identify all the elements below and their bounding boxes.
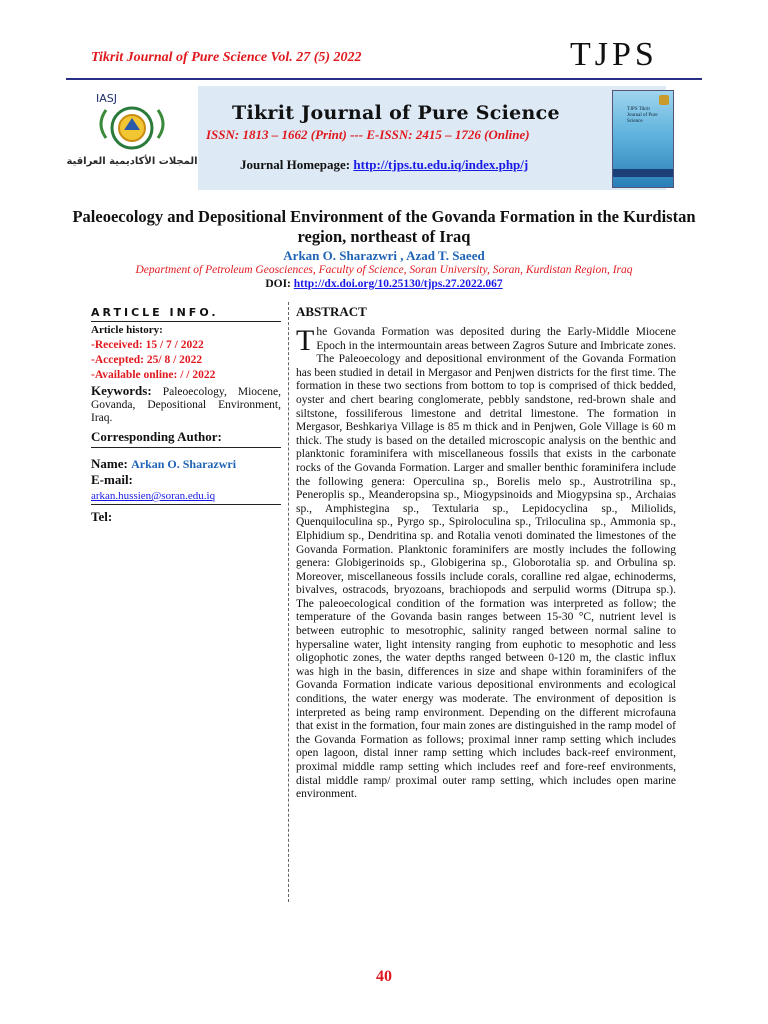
article-info-heading: ARTICLE INFO. bbox=[91, 306, 219, 319]
keywords-block bbox=[91, 384, 281, 425]
iasj-label: IASJ bbox=[96, 92, 117, 105]
cover-band bbox=[613, 169, 673, 177]
header-rule bbox=[66, 78, 702, 80]
email-link[interactable]: arkan.hussien@soran.edu.iq bbox=[91, 490, 281, 505]
author-affiliation: Department of Petroleum Geosciences, Faculty of Science, Soran University, Soran, Kurdistan Region, Iraq bbox=[135, 264, 633, 276]
homepage-label: Journal Homepage: bbox=[240, 157, 351, 172]
iasj-arabic-label: المجلات الأكاديمية العراقية bbox=[66, 156, 198, 167]
divider bbox=[91, 321, 281, 322]
journal-acronym: TJPS bbox=[570, 36, 658, 73]
iasj-emblem-icon bbox=[66, 86, 198, 156]
abstract-dropcap: T bbox=[296, 324, 315, 357]
author-name-row bbox=[91, 456, 281, 472]
received-date: -Received: 15 / 7 / 2022 bbox=[91, 339, 204, 351]
banner-journal-title: Tikrit Journal of Pure Science bbox=[232, 102, 560, 124]
email-label: E-mail: bbox=[91, 472, 133, 487]
homepage-link[interactable]: http://tjps.tu.edu.iq/index.php/j bbox=[353, 157, 529, 172]
author-name: Arkan O. Sharazwri bbox=[131, 457, 237, 471]
article-info-panel bbox=[91, 306, 281, 525]
abstract-text: he Govanda Formation was deposited during the Early-Middle Miocene Epoch in the intermountain areas between Zagros Suture and Imbricate zones. The Paleoecology and depositional environment of the Govanda Formation has been studied in detail in Mergasor and Penjwen districts for the first time. The formation in these two sections from bottom to top is comprised of thick bedded, oyster and chert bearing conglomerate, pebbly sandstone, red-brown shale and siltstone, fossiliferous limestone and detrital limestone. The formation in Mergasor, Beshkariya Village is 85 m thick and in Penjwen, Gole Village is 60 m thick. The study is based on the detailed microscopic analysis on the benthic and planktonic foraminifera with miscellaneous fossils that exists in the carbonate rocks of the Govanda Formation. Larger and smaller benthic foraminifera include the following genera: Operculina sp., Borelis melo sp., Austrotrilina sp., Peneroplis sp., Meanderopsina sp., Miogypsinoids and Miogypsina sp., Archaias sp., Amphistegina sp., Textularia sp., Lepidocyclina sp., Miliolids, Quenquiloculina sp., Pyrgo sp., Spiroloculina sp., Triloculina sp., Ammonia sp., Elphidium sp., Dendritina sp. and Rotalia venoti dominated the limestones of the Govanda Formation. Planktonic foraminifers are mostly includes the following genera: Globigerinoids sp., Globigerina sp., Globorotalia sp. and Orbulina sp. Moreover, miscellaneous fossils include corals, coralline red algae, echinoderms, bivalves, ostracods, bryozoans, brachiopods and serpulid worms (Ditrupa sp.). The paleoecological condition of the formation was interpreted as follow; the temperature of the Govanda basin ranges between 15-30 °C, nutrient level is between eutrophic to mesotrophic, salinity ranged between normal saline to hypersaline water, light intensity ranging from euphotic to mesophotic and less oligophotic zones, the water depths ranged between 0-120 m, the clastic influx was high in the basin, differences in size and shape within foraminifers of the Govanda Formation indicate various depositional environments and ecological conditions, the water energy was moderate. The environment of deposition is interpreted as being ramp environment. Depending on the different microfauna that exist in the formation, four main zones are distinguished in the ramp model of the Govanda Formation as follows; proximal inner ramp setting which includes open lagoon, distal inner ramp setting which includes back-reef environment, proximal middle ramp setting which includes reef and fore-reef environments, distal middle ramp/ proximal outer ramp setting, which includes open marine environment. bbox=[296, 326, 676, 801]
journal-homepage bbox=[240, 157, 528, 173]
doi-label: DOI: bbox=[265, 278, 291, 290]
abstract-body bbox=[296, 326, 676, 802]
column-divider bbox=[288, 302, 290, 902]
keywords-list: Paleoecology, Miocene, Govanda, Depositional Environment, Iraq. bbox=[91, 386, 281, 424]
paper-authors: Arkan O. Sharazwri , Azad T. Saeed bbox=[283, 248, 485, 263]
name-label: Name: bbox=[91, 456, 128, 471]
journal-cover-thumbnail bbox=[612, 90, 674, 188]
accepted-date: -Accepted: 25/ 8 / 2022 bbox=[91, 354, 203, 366]
issn-line: ISSN: 1813 – 1662 (Print) --- E-ISSN: 2415 – 1726 (Online) bbox=[206, 127, 530, 142]
page-number: 40 bbox=[376, 968, 392, 985]
journal-citation-line: Tikrit Journal of Pure Science Vol. 27 (5) 2022 bbox=[91, 50, 362, 65]
keywords-label: Keywords: bbox=[91, 383, 152, 398]
doi-line bbox=[66, 278, 702, 290]
cover-title: TJPS Tikrit Journal of Pure Science bbox=[627, 107, 658, 124]
cover-emblem-icon bbox=[659, 95, 669, 105]
iasj-logo bbox=[66, 86, 198, 190]
available-online-date: -Available online: / / 2022 bbox=[91, 369, 216, 381]
abstract-heading: ABSTRACT bbox=[296, 304, 367, 319]
doi-link[interactable]: http://dx.doi.org/10.25130/tjps.27.2022.067 bbox=[293, 278, 503, 290]
corresponding-author-heading: Corresponding Author: bbox=[91, 429, 281, 448]
paper-title: Paleoecology and Depositional Environment of the Govanda Formation in the Kurdistan region, northeast of Iraq bbox=[72, 207, 696, 246]
article-history-heading: Article history: bbox=[91, 324, 163, 336]
tel-label: Tel: bbox=[91, 509, 113, 524]
